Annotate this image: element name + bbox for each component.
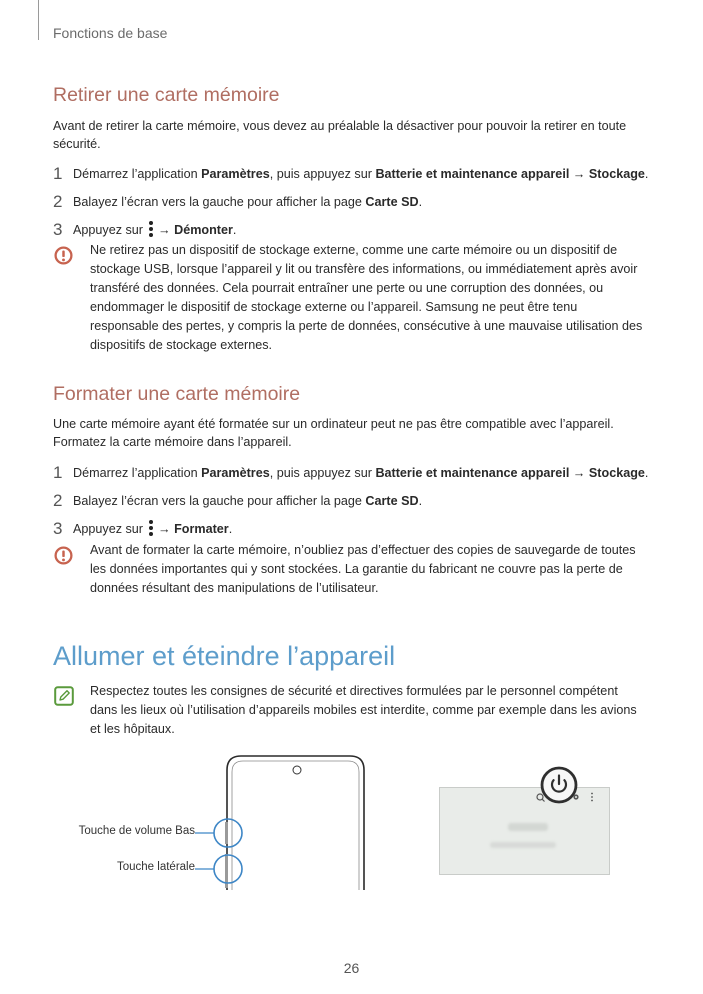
header-title: Fonctions de base <box>53 25 168 41</box>
more-options-icon <box>148 220 154 238</box>
caution-text: Avant de formater la carte mémoire, n’oubliez pas d’effectuer des copies de sauvegarde de toutes les données importantes qui y sont stockées. La garantie du fabricant ne couvre pas la perte de données résultant des manipulations de l’utilisateur. <box>90 543 636 595</box>
caution-text: Ne retirez pas un dispositif de stockage externe, comme une carte mémoire ou un dispositif de stockage USB, lorsque l’appareil y lit ou transfère des informations, ou immédiatement après avoir transféré des données. Cela pourrait entraîner une perte ou une corruption des données, ou endommager le dispositif de stockage externe ou l’appareil. Samsung ne peut être tenu responsable des pertes, y compris la perte de données, consécutive à une mauvaise utilisation des dispositifs de stockage externes. <box>90 243 643 352</box>
caution-icon <box>54 246 73 265</box>
search-icon <box>537 794 543 800</box>
step-3: 3 Appuyez sur → Formater. <box>53 519 233 538</box>
blurred-date <box>490 842 556 848</box>
section-intro: Avant de retirer la carte mémoire, vous devez au préalable la désactiver pour pouvoir la retirer en toute sécurité. <box>53 119 627 151</box>
quick-panel-icons <box>534 764 608 808</box>
blurred-time <box>508 823 548 831</box>
section-title-remove-card: Retirer une carte mémoire <box>53 84 280 106</box>
label-volume-down-key: Touche de volume Bas <box>78 825 195 837</box>
caution-icon <box>54 546 73 565</box>
page-number: 26 <box>343 960 360 976</box>
label-side-key: Touche latérale <box>117 861 195 873</box>
step-2: 2 Balayez l’écran vers la gauche pour afficher la page Carte SD. <box>53 192 423 211</box>
note-text: Respectez toutes les consignes de sécurité et directives formulées par le personnel compétent dans les lieux où l’utilisation d’appareils mobiles est interdite, comme par exemple dans les avions et les hôpitaux. <box>90 684 637 736</box>
step-3: 3 Appuyez sur → Démonter. <box>53 220 237 239</box>
step-1: 1 Démarrez l’application Paramètres, puis appuyez sur Batterie et maintenance appareil → Stockage. <box>53 164 649 183</box>
step-2: 2 Balayez l’écran vers la gauche pour afficher la page Carte SD. <box>53 491 423 510</box>
more-icon <box>591 793 593 795</box>
note-icon <box>54 686 74 706</box>
callout-lines <box>195 815 250 890</box>
section-title-format-card: Formater une carte mémoire <box>53 383 301 405</box>
chapter-title: Allumer et éteindre l’appareil <box>53 641 396 671</box>
step-1: 1 Démarrez l’application Paramètres, puis appuyez sur Batterie et maintenance appareil → Stockage. <box>53 463 649 482</box>
section-intro: Une carte mémoire ayant été formatée sur un ordinateur peut ne pas être compatible avec l’appareil. Formatez la carte mémoire dans l’appareil. <box>53 417 614 449</box>
header-rule <box>38 0 39 40</box>
more-options-icon <box>148 519 154 537</box>
